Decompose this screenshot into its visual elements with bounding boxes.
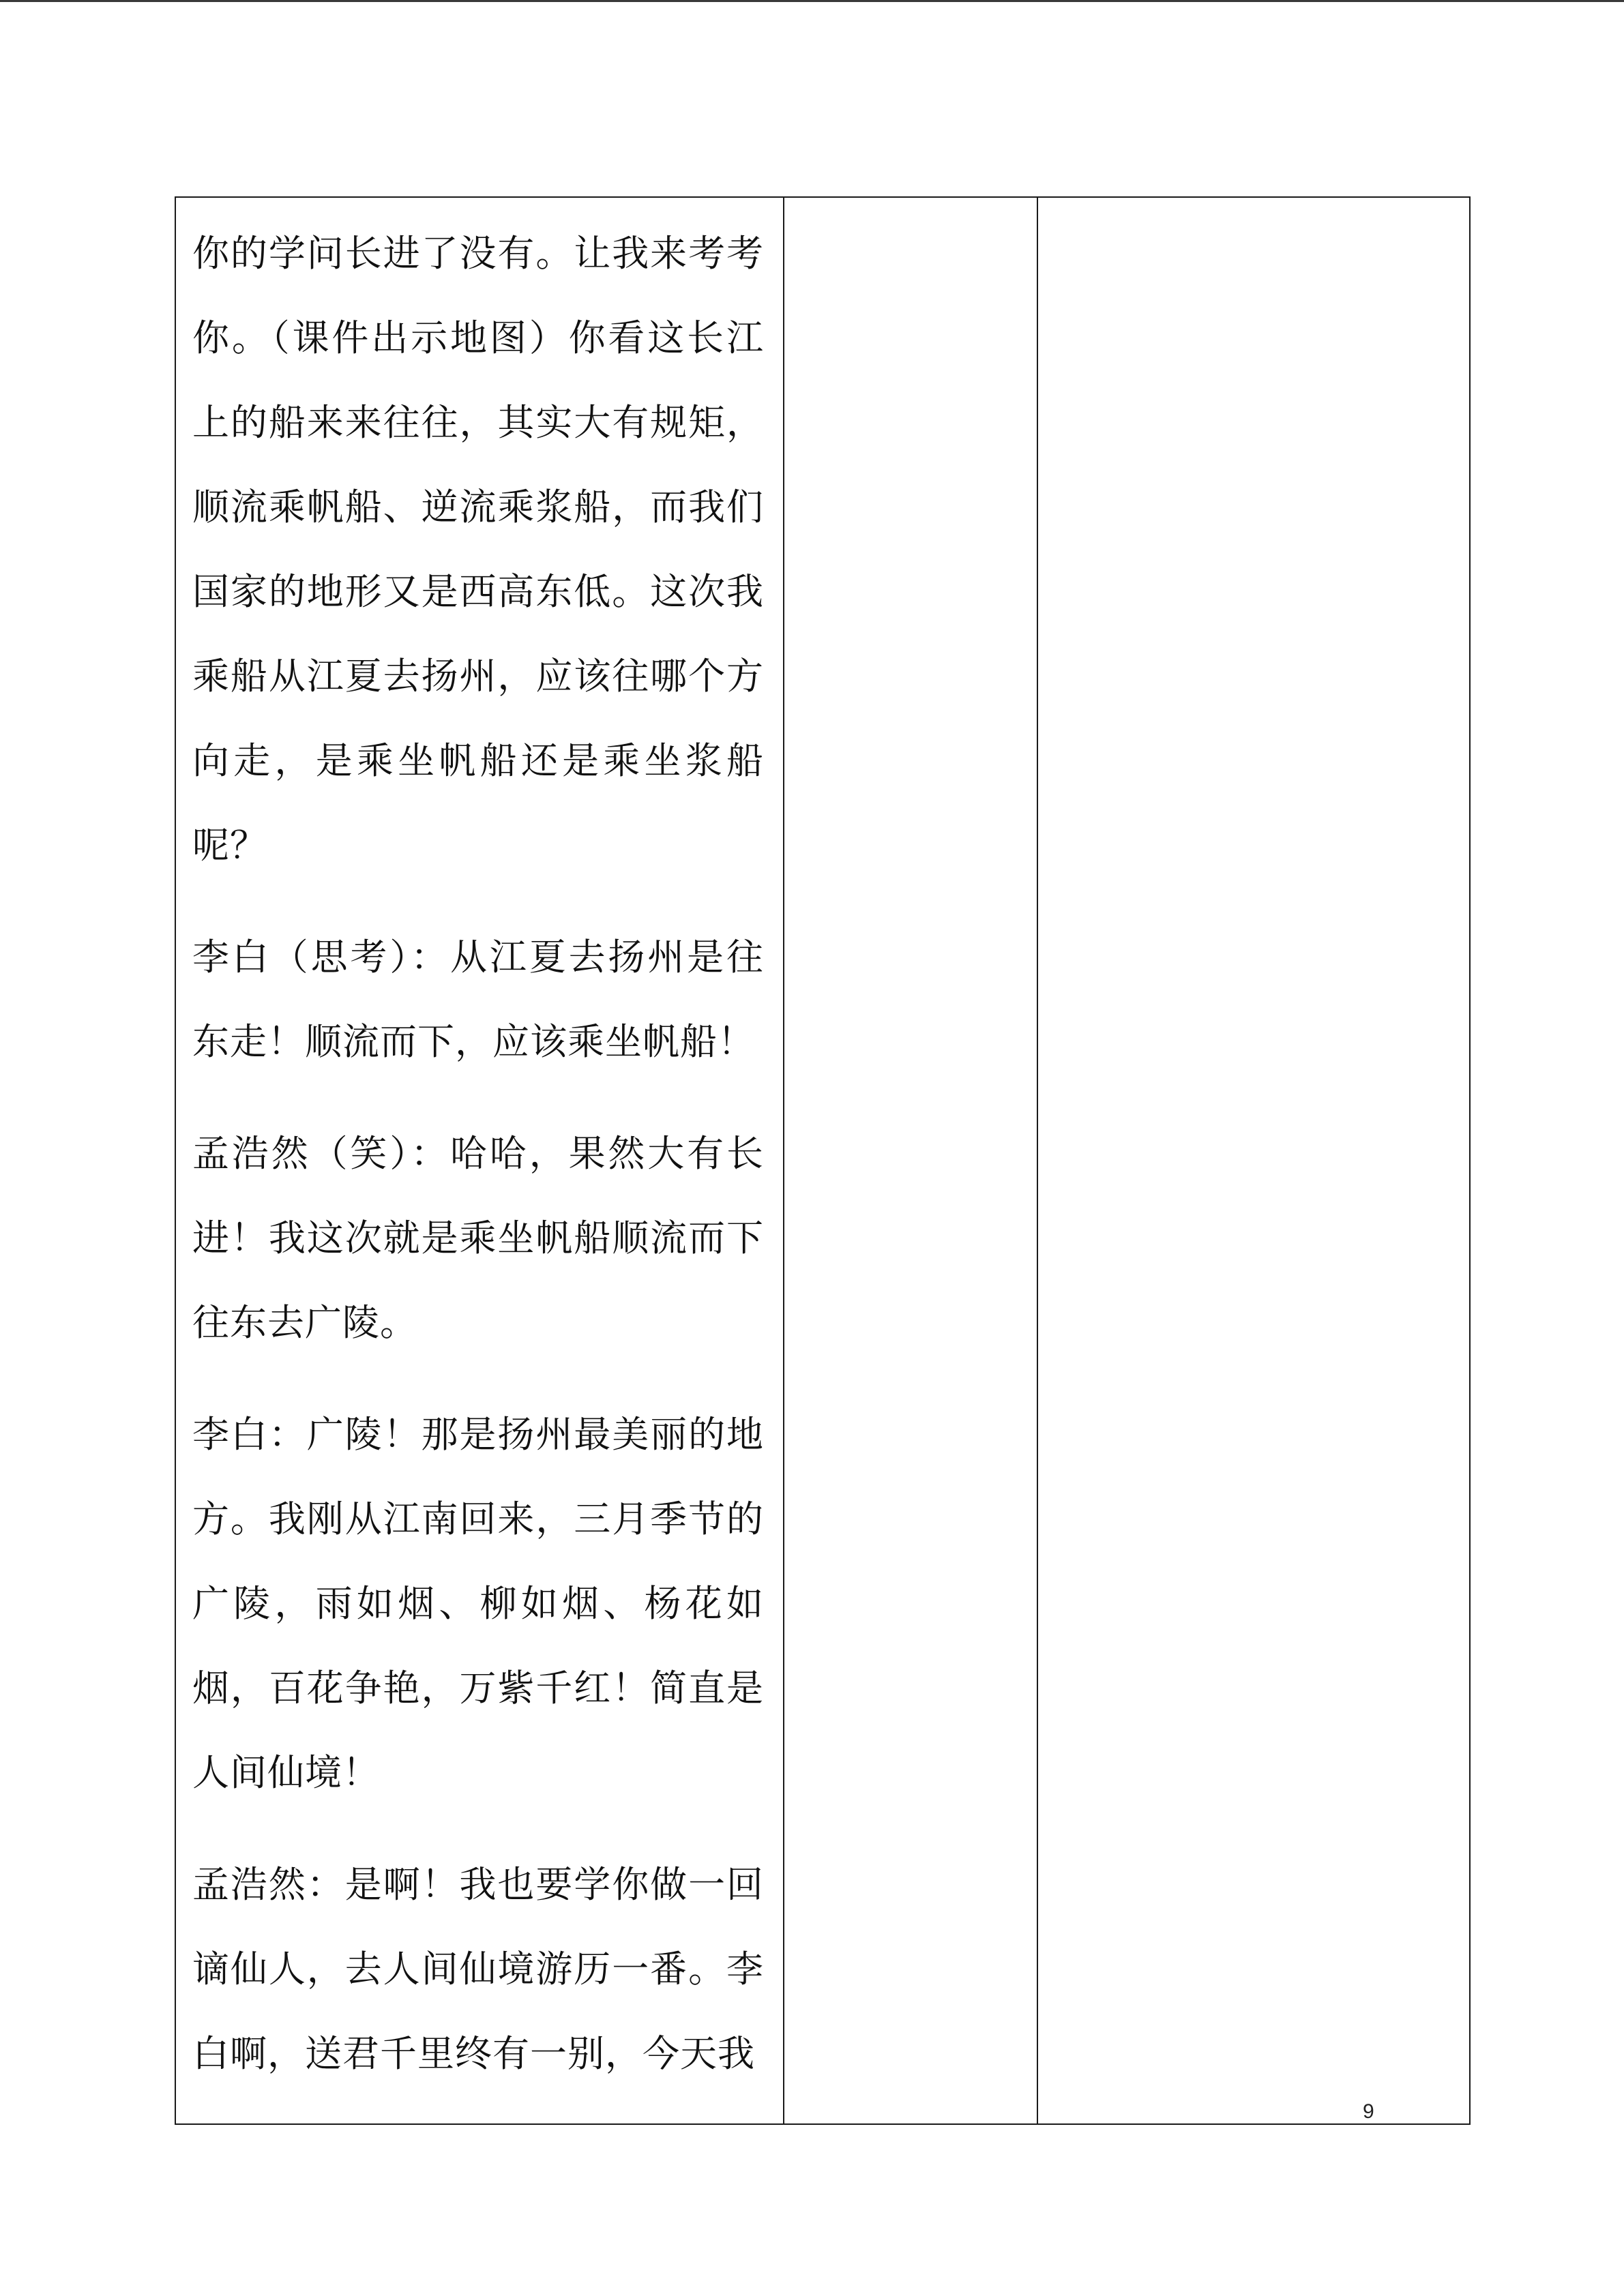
middle-empty-cell — [784, 197, 1037, 2124]
dialogue-paragraph: 你的学问长进了没有。让我来考考你。（课件出示地图）你看这长江上的船来来往往，其实大有规矩，顺流乘帆船、逆流乘浆船，而我们国家的地形又是西高东低。这次我乘船从江夏去扬州，应该往哪个方向走，是乘坐帆船还是乘坐浆船呢？ — [192, 232, 764, 867]
teaching-process-cell — [175, 197, 784, 2124]
right-empty-cell — [1037, 197, 1470, 2124]
dialogue-paragraph: 李白：广陵！那是扬州最美丽的地方。我刚从江南回来，三月季节的广陵，雨如烟、柳如烟、杨花如烟，百花争艳，万紫千红！简直是人间仙境！ — [192, 1413, 764, 1794]
table-row — [175, 197, 1470, 2124]
lesson-plan-table — [175, 196, 1471, 2125]
dialogue-paragraph: 孟浩然：是啊！我也要学你做一回谪仙人，去人间仙境游历一番。李白啊，送君千里终有一别，今天我 — [192, 1863, 764, 2075]
top-border-line — [0, 0, 1624, 2]
page-number: 9 — [1363, 2100, 1374, 2123]
dialogue-content — [176, 198, 783, 2096]
dialogue-paragraph: 李白（思考）：从江夏去扬州是往东走！顺流而下，应该乘坐帆船！ — [192, 936, 764, 1063]
dialogue-paragraph: 孟浩然（笑）：哈哈，果然大有长进！我这次就是乘坐帆船顺流而下往东去广陵。 — [192, 1132, 764, 1344]
